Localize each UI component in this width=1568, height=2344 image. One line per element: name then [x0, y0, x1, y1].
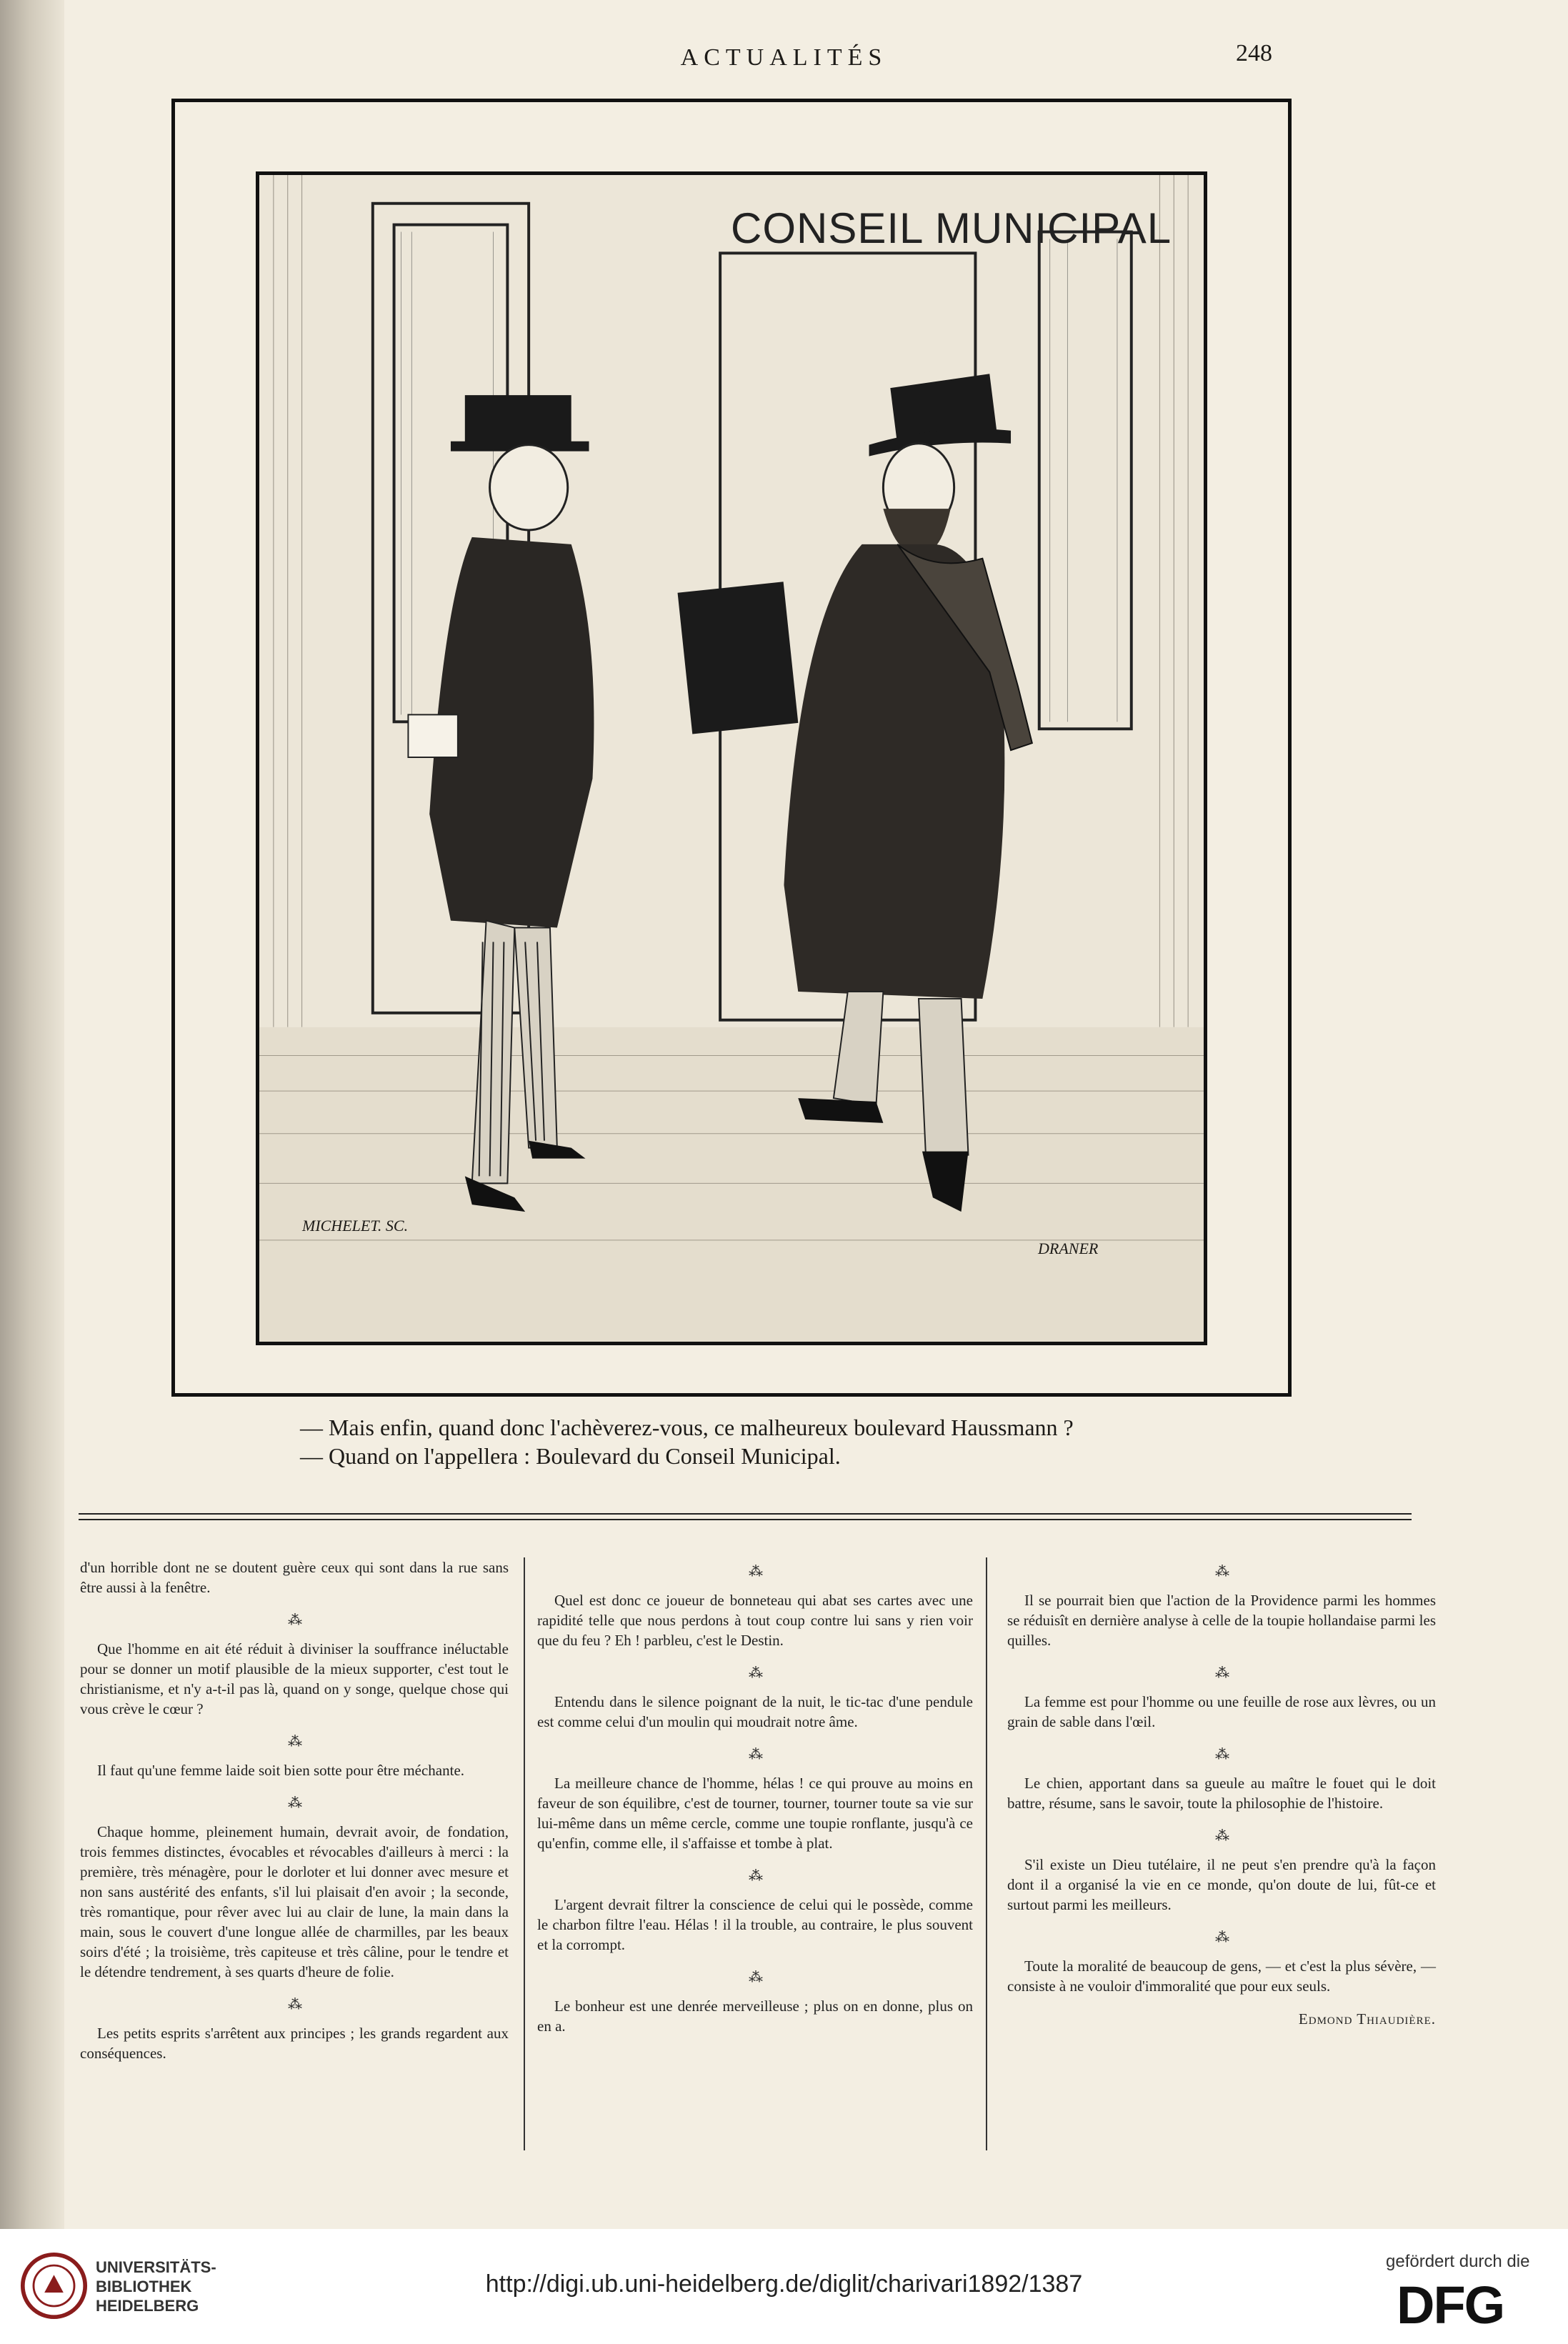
- asterism: ⁂: [288, 1997, 301, 2013]
- section-rule-bottom: [79, 1519, 1412, 1520]
- paragraph: S'il existe un Dieu tutélaire, il ne peut s'en prendre qu'à la façon dont il a organisé la vie en ce monde, qu'on doute de lui, fût-ce et surtout parmi les meilleurs.: [1007, 1856, 1436, 1913]
- paragraph: Entendu dans le silence poignant de la nuit, le tic-tac d'une pendule est comme celui d'un moulin qui moudrait notre âme.: [537, 1693, 973, 1730]
- paragraph: Chaque homme, pleinement humain, devrait avoir, de fondation, trois femmes distinctes, évocables et révocables d'ailleurs à merci : la première, très ménagère, pour le dorloter et lui donner avec mesure et non sans austérité des enfants, s'il lui plaisait d'en avoir ; la seconde, très romantique, pour rêver avec lui au clair de lune, la main dans la main, sous le couvert d'une longue allée de charmilles, par les beaux soirs d'été ; la troisième, très capiteuse et très câline, pour le tendre et le détendre tendrement, à ses quarts d'heure de folie.: [80, 1823, 509, 1980]
- asterism: ⁂: [749, 1868, 761, 1884]
- permalink-url[interactable]: http://digi.ub.uni-heidelberg.de/diglit/charivari1892/1387: [485, 2270, 1083, 2298]
- asterism: ⁂: [749, 1747, 761, 1762]
- paragraph: d'un horrible dont ne se doutent guère ceux qui sont dans la rue sans être aussi à la fenêtre.: [80, 1559, 509, 1596]
- asterism: ⁂: [1215, 1665, 1228, 1681]
- column-separator-2: [986, 1557, 987, 2150]
- asterism: ⁂: [288, 1795, 301, 1811]
- paragraph: L'argent devrait filtrer la conscience de celui qui le possède, comme le charbon filtre l'eau. Hélas ! il la trouble, au contraire, le plus souvent et la corrompt.: [537, 1896, 973, 1953]
- library-name-line-3: HEIDELBERG: [96, 2297, 199, 2315]
- section-rule-top: [79, 1513, 1412, 1515]
- funded-by-label: gefördert durch die: [1386, 2252, 1530, 2271]
- text-column-left: [80, 1557, 509, 2076]
- viewer-footer: [0, 2229, 1568, 2344]
- caption-line-1: — Mais enfin, quand donc l'achèverez-vous, ce malheureux boulevard Haussmann ?: [300, 1415, 1074, 1440]
- asterism: ⁂: [1215, 1747, 1228, 1762]
- text-column-right: [1007, 1557, 1436, 2029]
- paragraph: Les petits esprits s'arrêtent aux principes ; les grands regardent aux conséquences.: [80, 2025, 509, 2062]
- page-number: 248: [1236, 40, 1272, 66]
- caption-line-2: — Quand on l'appellera : Boulevard du Conseil Municipal.: [300, 1443, 841, 1469]
- illustration-panel: [256, 171, 1207, 1345]
- conseil-municipal-sign: CONSEIL MUNICIPAL: [731, 204, 1172, 252]
- engraver-signature: MICHELET. SC.: [302, 1217, 409, 1235]
- column-separator-1: [524, 1557, 525, 2150]
- asterism: ⁂: [749, 1564, 761, 1580]
- asterism: ⁂: [288, 1734, 301, 1750]
- asterism: ⁂: [288, 1612, 301, 1628]
- paragraph: Quel est donc ce joueur de bonneteau qui abat ses cartes avec une rapidité telle que nous perdons à tout coup contre lui sans y rien voir que du feu ? Eh ! parbleu, c'est le Destin.: [537, 1592, 973, 1649]
- paragraph: La meilleure chance de l'homme, hélas ! ce qui prouve au moins en faveur de son équilibre, c'est de tourner, tourner, tourner toute sa vie sur lui-même dans un même cercle, comme une toupie ronflante, jusqu'à ce qu'enfin, comme elle, il s'affaisse et tombe à plat.: [537, 1775, 973, 1852]
- asterism: ⁂: [1215, 1564, 1228, 1580]
- paragraph: La femme est pour l'homme ou une feuille de rose aux lèvres, ou un grain de sable dans l'œil.: [1007, 1693, 1436, 1730]
- paragraph: Que l'homme en ait été réduit à diviniser la souffrance inéluctable pour se donner un motif plausible de la mieux supporter, c'est tout le christianisme, et n'y a-t-il pas là, quand on y songe, quelque chose qui vous crève le cœur ?: [80, 1640, 509, 1717]
- illustration-caption: [300, 1413, 1074, 1470]
- caricature-illustration: [259, 175, 1204, 1342]
- artist-signature: DRANER: [1038, 1240, 1099, 1257]
- paragraph: Toute la moralité de beaucoup de gens, — et c'est la plus sévère, — consiste à ne vouloir d'immoralité que pour eux seuls.: [1007, 1958, 1436, 1995]
- asterism: ⁂: [1215, 1828, 1228, 1844]
- library-name-line-2: BIBLIOTHEK: [96, 2278, 192, 2295]
- page-header-title: ACTUALITÉS: [680, 44, 888, 71]
- library-name-line-1: UNIVERSITÄTS-: [96, 2258, 216, 2276]
- book-gutter: [0, 0, 64, 2229]
- asterism: ⁂: [1215, 1930, 1228, 1945]
- paragraph: Le chien, apportant dans sa gueule au maître le fouet qui le doit battre, résume, sans le savoir, toute la philosophie de l'histoire.: [1007, 1775, 1436, 1812]
- author-signature: Edmond Thiaudière.: [1298, 2010, 1436, 2028]
- asterism: ⁂: [749, 1665, 761, 1681]
- text-column-middle: [537, 1557, 973, 2049]
- paragraph: Il se pourrait bien que l'action de la Providence parmi les hommes se réduisît en dernière analyse à celle de la toupie hollandaise parmi les quilles.: [1007, 1592, 1436, 1649]
- asterism: ⁂: [749, 1970, 761, 1985]
- dfg-logo: DFG: [1397, 2275, 1504, 2335]
- paragraph: Il faut qu'une femme laide soit bien sotte pour être méchante.: [97, 1762, 465, 1779]
- paragraph: Le bonheur est une denrée merveilleuse ; plus on en donne, plus on en a.: [537, 1998, 973, 2035]
